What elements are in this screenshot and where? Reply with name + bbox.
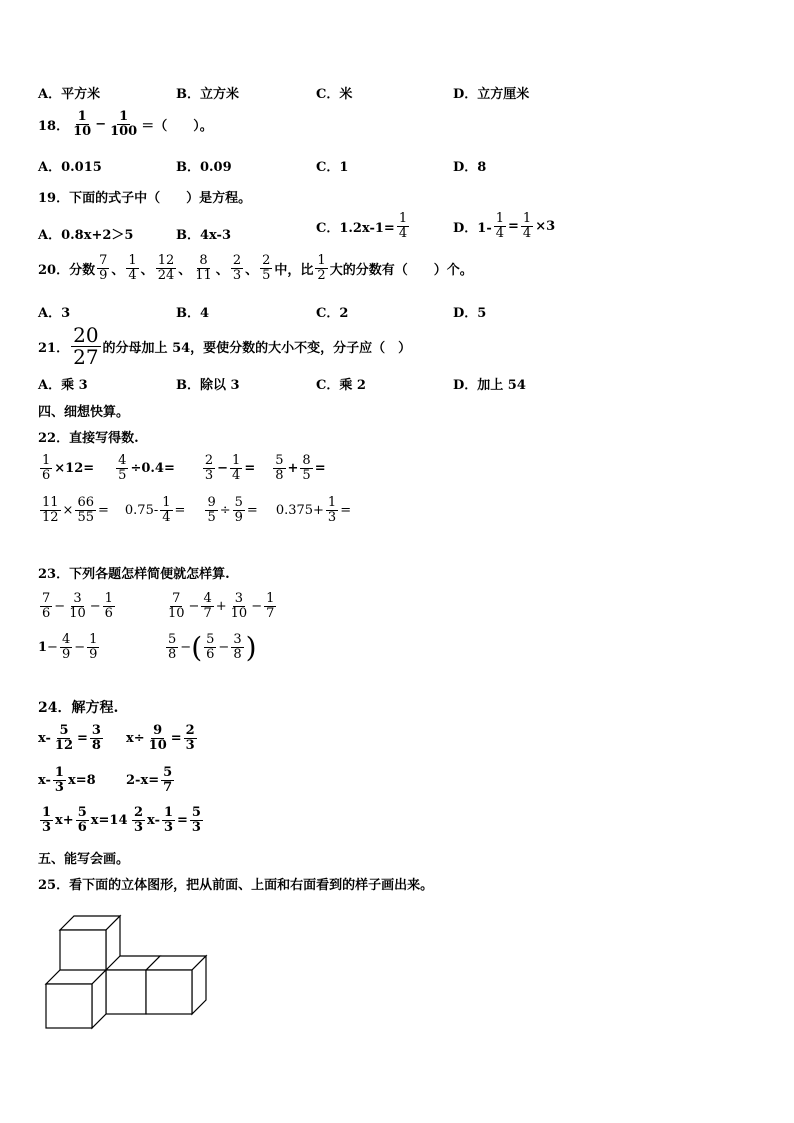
q19-option-b[interactable]: B．4x-3	[176, 228, 231, 243]
q23-expr-2: $\frac{7}{10}$ − $\frac{4}{7}$ + $\frac{3}{10}$ − $\frac{1}{7}$	[168, 591, 275, 621]
section-5-heading: 五、能写会画。	[38, 852, 130, 867]
q24-eq-3: x- $\frac{1}{3}$ x=8	[38, 765, 96, 795]
cube-top-front-face	[60, 930, 106, 974]
q22-expr-3: $\frac{2}{3}$ − $\frac{1}{4}$ =	[204, 453, 256, 483]
q22-expr-8: 0.375+ $\frac{1}{3}$ =	[275, 495, 352, 525]
q18-option-b[interactable]: B．0.09	[176, 160, 232, 175]
cube-front-front-face	[46, 984, 92, 1028]
q24-eq-5: $\frac{1}{3}$ x+ $\frac{5}{6}$ x=14	[42, 805, 128, 835]
q24-eq-1: x- $\frac{5}{12}$ = $\frac{3}{8}$	[38, 723, 101, 753]
q17-option-b[interactable]: B．立方米	[176, 87, 239, 102]
q20-option-c[interactable]: C．2	[316, 306, 349, 321]
q21-question: 21． $\frac{20}{27}$ 的分母加上 54，要使分数的大小不变，分子应（ ）	[38, 323, 412, 369]
q21-option-d[interactable]: D．加上 54	[453, 378, 526, 393]
section-4-heading: 四、细想快算。	[38, 405, 130, 420]
cube-right-front-face	[146, 970, 192, 1014]
q20-question: 20．分数 $\frac{7}{9}$ 、 $\frac{1}{4}$ 、 $\frac{12}{24}$ 、 $\frac{8}{11}$ 、 $\frac{2}{3}$ 、 $\frac{2}{5}$ 中，比 $\frac{1}{2}$ 大的分数有（ ）个。	[38, 253, 473, 283]
q21-option-b[interactable]: B．除以 3	[176, 378, 240, 393]
q22-row-2	[38, 496, 351, 524]
q22-expr-6: 0.75- $\frac{1}{4}$ =	[124, 495, 186, 525]
q19-option-a[interactable]: A．0.8x+2＞5	[38, 228, 134, 243]
q24-title: 24．解方程.	[38, 700, 119, 716]
q18-tail: ＝（ ）。	[141, 118, 213, 134]
q18-number: 18．	[38, 118, 70, 134]
q18-question	[38, 110, 213, 138]
q24-eq-2: x÷ $\frac{9}{10}$ = $\frac{2}{3}$	[126, 723, 195, 753]
q19-question: 19．下面的式子中（ ）是方程。	[38, 191, 252, 206]
cube-figure	[40, 912, 210, 1032]
q20-option-a[interactable]: A．3	[38, 306, 71, 321]
q23-expr-3: 1 − $\frac{4}{9}$ − $\frac{1}{9}$	[38, 632, 98, 662]
q20-option-d[interactable]: D．5	[453, 306, 487, 321]
q25-question: 25．看下面的立体图形，把从前面、上面和右面看到的样子画出来。	[38, 878, 434, 893]
q18-option-a[interactable]: A．0.015	[38, 160, 102, 175]
q22-expr-5: $\frac{11}{12}$ × $\frac{66}{55}$ =	[42, 495, 109, 525]
q18-fraction-2: $\frac{1}{100}$	[110, 109, 138, 139]
q24-eq-6: $\frac{2}{3}$ x- $\frac{1}{3}$ = $\frac{5}{3}$	[134, 805, 201, 835]
q20-option-b[interactable]: B．4	[176, 306, 210, 321]
q18-fraction-1: $\frac{1}{10}$	[73, 109, 92, 139]
q17-option-a[interactable]: A．平方米	[38, 87, 101, 102]
q22-expr-2: $\frac{4}{5}$ ÷0.4=	[118, 453, 175, 483]
q21-option-a[interactable]: A．乘 3	[38, 378, 88, 393]
q23-expr-4: $\frac{5}{8}$ − ( $\frac{5}{6}$ − $\frac{3}{8}$ )	[168, 630, 257, 664]
q21-option-c[interactable]: C．乘 2	[316, 378, 366, 393]
q22-row-1	[38, 454, 326, 482]
q19-option-d[interactable]: D．1- $\frac{1}{4}$ = $\frac{1}{4}$ ×3	[453, 211, 556, 241]
q23-expr-1: $\frac{7}{6}$ − $\frac{3}{10}$ − $\frac{1}{6}$	[42, 591, 113, 621]
q17-option-c[interactable]: C．米	[316, 87, 353, 102]
q22-title: 22．直接写得数.	[38, 431, 139, 446]
cube-middle-front-face	[106, 970, 146, 1014]
q22-expr-7: $\frac{9}{5}$ ÷ $\frac{5}{9}$ =	[207, 495, 258, 525]
q22-expr-1: $\frac{1}{6}$ ×12=	[42, 453, 95, 483]
q23-title: 23．下列各题怎样简便就怎样算.	[38, 567, 230, 582]
q18-option-c[interactable]: C．1	[316, 160, 349, 175]
q18-option-d[interactable]: D．8	[453, 160, 487, 175]
q19-option-c[interactable]: C．1.2x-1= $\frac{1}{4}$	[316, 211, 408, 241]
q24-eq-4: 2-x= $\frac{5}{7}$	[126, 765, 173, 795]
q17-option-d[interactable]: D．立方厘米	[453, 87, 530, 102]
q22-expr-4: $\frac{5}{8}$ + $\frac{8}{5}$ =	[275, 453, 326, 483]
minus-sign: −	[95, 116, 107, 132]
